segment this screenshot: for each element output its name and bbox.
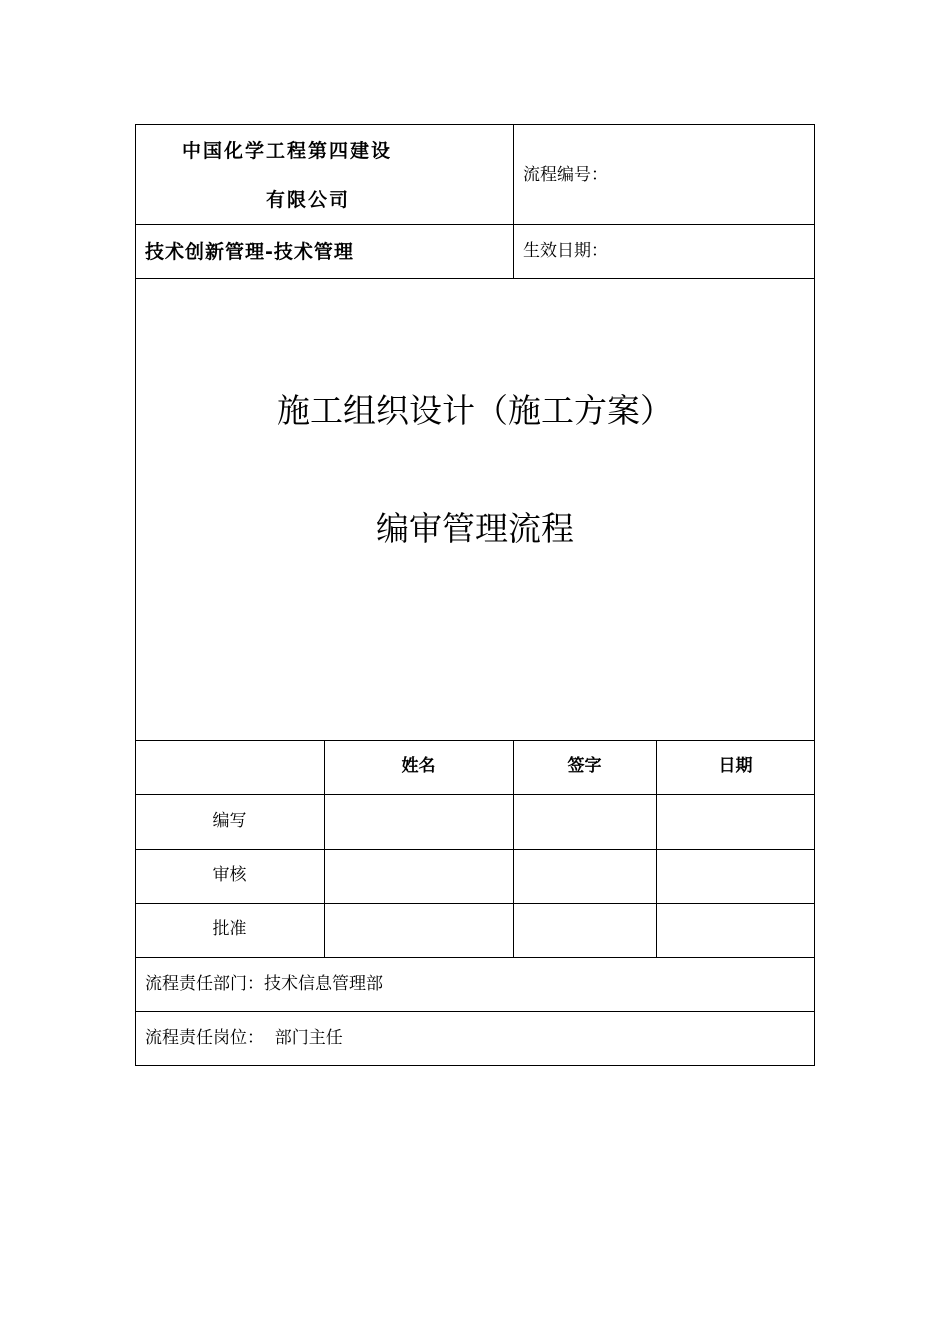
row-divider — [135, 224, 815, 225]
row-divider — [135, 1011, 815, 1012]
column-divider — [513, 124, 514, 279]
company-name-line1: 中国化学工程第四建设 — [182, 140, 393, 162]
row-divider — [135, 794, 815, 795]
company-name-line2: 有限公司 — [266, 189, 351, 211]
responsible-position: 流程责任岗位： 部门主任 — [145, 1028, 343, 1048]
effective-date-label: 生效日期： — [523, 241, 608, 261]
row-divider — [135, 278, 815, 279]
process-category: 技术创新管理-技术管理 — [145, 241, 354, 263]
column-header-date: 日期 — [718, 756, 753, 776]
row-label-reviewer: 审核 — [212, 865, 247, 885]
process-number-label: 流程编号： — [523, 165, 608, 185]
row-divider — [135, 740, 815, 741]
row-divider — [135, 903, 815, 904]
row-divider — [135, 957, 815, 958]
column-header-name: 姓名 — [401, 756, 436, 776]
document-title-line2: 编审管理流程 — [376, 509, 574, 548]
column-header-signature: 签字 — [567, 756, 602, 776]
responsible-department: 流程责任部门：技术信息管理部 — [145, 974, 383, 994]
row-divider — [135, 849, 815, 850]
row-label-author: 编写 — [212, 811, 247, 831]
document-title-line1: 施工组织设计（施工方案） — [277, 391, 673, 430]
row-label-approver: 批准 — [212, 919, 247, 939]
